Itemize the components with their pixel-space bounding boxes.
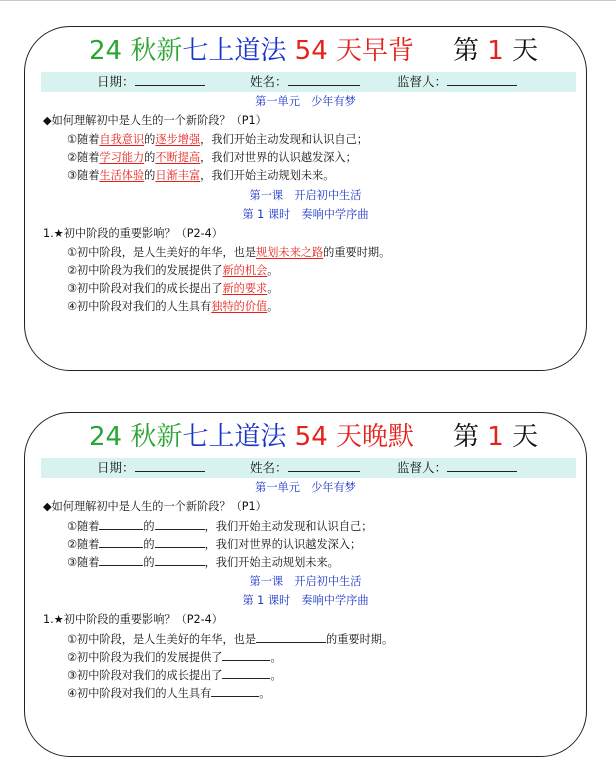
blank-line-7 (25, 684, 586, 702)
line-prefix: ③随着 (67, 169, 100, 182)
answer-line-5 (25, 262, 586, 280)
blank-line-1 (25, 517, 586, 535)
title-day-count: 54 (294, 36, 328, 66)
title-day-count: 54 (294, 422, 328, 452)
fill-blank[interactable] (155, 517, 205, 530)
line-prefix: ②初中阶段为我们的发展提供了 (67, 264, 223, 277)
line-mid: 的 (144, 151, 156, 164)
date-field[interactable] (97, 72, 205, 92)
line-prefix: ①初中阶段，是人生美好的年华，也是 (67, 246, 257, 259)
card-title (25, 33, 586, 69)
evening-dictation-card (24, 412, 587, 757)
day-suffix: 天 (512, 422, 539, 452)
blank-line-3 (25, 553, 586, 571)
name-label: 姓名： (250, 74, 288, 89)
line-suffix: 。 (270, 669, 282, 682)
day-indicator (453, 33, 538, 69)
unit-heading: 第一单元 少年有梦 (255, 95, 356, 108)
page-top-border (0, 0, 616, 1)
line-prefix: ④初中阶段对我们的人生具有 (67, 687, 212, 700)
supervisor-field[interactable] (397, 72, 517, 92)
name-blank[interactable] (288, 458, 360, 472)
supervisor-blank[interactable] (447, 72, 517, 86)
line-suffix: 。 (267, 282, 279, 295)
name-label: 姓名： (250, 460, 288, 475)
answer-keyword: 逐步增强 (155, 133, 201, 146)
question-1: ◆如何理解初中是人生的一个新阶段？（P1） (43, 114, 267, 127)
line-suffix: 。 (259, 687, 271, 700)
question-1: ◆如何理解初中是人生的一个新阶段？（P1） (43, 500, 267, 513)
supervisor-label: 监督人： (397, 74, 448, 89)
answer-keyword: 规划未来之路 (256, 246, 324, 259)
title-main (89, 419, 414, 455)
answer-line-7 (25, 298, 586, 316)
info-bar (41, 458, 576, 478)
info-bar (41, 72, 576, 92)
date-label: 日期： (97, 460, 135, 475)
line-mid: 的 (143, 556, 155, 569)
line-suffix: ，我们开始主动规划未来。 (204, 556, 339, 569)
line-suffix: 。 (267, 300, 279, 313)
line-prefix: ③初中阶段对我们的成长提出了 (67, 669, 223, 682)
line-prefix: ④初中阶段对我们的人生具有 (67, 300, 212, 313)
line-mid: 的 (144, 169, 156, 182)
period-heading: 第 1 课时 奏响中学序曲 (242, 208, 369, 221)
unit-heading: 第一单元 少年有梦 (255, 481, 356, 494)
name-field[interactable] (250, 72, 360, 92)
date-blank[interactable] (135, 72, 205, 86)
question-2: 1.★初中阶段的重要影响？（P2-4） (43, 613, 223, 626)
day-suffix: 天 (512, 36, 539, 66)
title-new: 秋新 (130, 36, 183, 66)
answer-keyword: 自我意识 (99, 133, 145, 146)
day-number: 1 (487, 422, 504, 452)
answer-keyword: 不断提高 (155, 151, 201, 164)
title-mode: 晚默 (362, 422, 415, 452)
line-mid: 的 (143, 538, 155, 551)
day-prefix: 第 (453, 36, 480, 66)
line-prefix: ①随着 (67, 520, 100, 533)
line-suffix: ，我们对世界的认识越发深入； (200, 151, 357, 164)
period-heading: 第 1 课时 奏响中学序曲 (242, 594, 369, 607)
lesson-heading: 第一课 开启初中生活 (249, 575, 362, 588)
line-prefix: ③初中阶段对我们的成长提出了 (67, 282, 223, 295)
answer-line-6 (25, 280, 586, 298)
card-title (25, 419, 586, 455)
answer-line-1 (25, 131, 586, 149)
fill-blank[interactable] (256, 630, 326, 643)
blank-line-5 (25, 648, 586, 666)
line-prefix: ②随着 (67, 538, 100, 551)
supervisor-label: 监督人： (397, 460, 448, 475)
line-suffix: 的重要时期。 (323, 246, 391, 259)
morning-recite-card (24, 26, 587, 371)
blank-line-2 (25, 535, 586, 553)
answer-keyword: 生活体验 (99, 169, 145, 182)
answer-keyword: 新的要求 (222, 282, 268, 295)
lesson-heading: 第一课 开启初中生活 (249, 189, 362, 202)
line-suffix: 。 (270, 651, 282, 664)
fill-blank[interactable] (155, 553, 205, 566)
answer-line-2 (25, 149, 586, 167)
title-mode: 早背 (362, 36, 415, 66)
line-mid: 的 (144, 133, 156, 146)
answer-keyword: 学习能力 (99, 151, 145, 164)
title-day-unit: 天 (336, 422, 363, 452)
day-prefix: 第 (453, 422, 480, 452)
line-suffix: ，我们开始主动发现和认识自己； (204, 520, 373, 533)
line-suffix: ，我们开始主动规划未来。 (200, 169, 335, 182)
fill-blank[interactable] (222, 666, 270, 679)
line-suffix: ，我们开始主动发现和认识自己； (200, 133, 368, 146)
answer-line-3 (25, 167, 586, 185)
title-subject: 七上道法 (182, 422, 287, 452)
answer-keyword: 日渐丰富 (155, 169, 201, 182)
answer-line-4 (25, 244, 586, 262)
day-number: 1 (487, 36, 504, 66)
line-suffix: ，我们对世界的认识越发深入； (204, 538, 362, 551)
answer-keyword: 新的机会 (222, 264, 268, 277)
line-mid: 的 (143, 520, 155, 533)
fill-blank[interactable] (211, 684, 259, 697)
title-day-unit: 天 (336, 36, 363, 66)
line-prefix: ①随着 (67, 133, 100, 146)
date-blank[interactable] (135, 458, 205, 472)
blank-line-4 (25, 630, 586, 648)
supervisor-blank[interactable] (447, 458, 517, 472)
fill-blank[interactable] (222, 648, 270, 661)
answer-keyword: 独特的价值 (211, 300, 268, 313)
fill-blank[interactable] (99, 517, 143, 530)
question-2: 1.★初中阶段的重要影响？（P2-4） (43, 227, 223, 240)
line-suffix: 。 (267, 264, 279, 277)
line-prefix: ②初中阶段为我们的发展提供了 (67, 651, 223, 664)
fill-blank[interactable] (99, 553, 143, 566)
supervisor-field[interactable] (397, 458, 517, 478)
date-field[interactable] (97, 458, 205, 478)
title-main (89, 33, 414, 69)
line-prefix: ③随着 (67, 556, 100, 569)
title-new: 秋新 (130, 422, 183, 452)
date-label: 日期： (97, 74, 135, 89)
line-suffix: 的重要时期。 (326, 633, 394, 646)
day-indicator (453, 419, 538, 455)
title-subject: 七上道法 (182, 36, 287, 66)
blank-line-6 (25, 666, 586, 684)
name-field[interactable] (250, 458, 360, 478)
title-year: 24 (89, 36, 123, 66)
line-prefix: ①初中阶段，是人生美好的年华，也是 (67, 633, 257, 646)
title-year: 24 (89, 422, 123, 452)
fill-blank[interactable] (155, 535, 205, 548)
line-prefix: ②随着 (67, 151, 100, 164)
fill-blank[interactable] (99, 535, 143, 548)
name-blank[interactable] (288, 72, 360, 86)
